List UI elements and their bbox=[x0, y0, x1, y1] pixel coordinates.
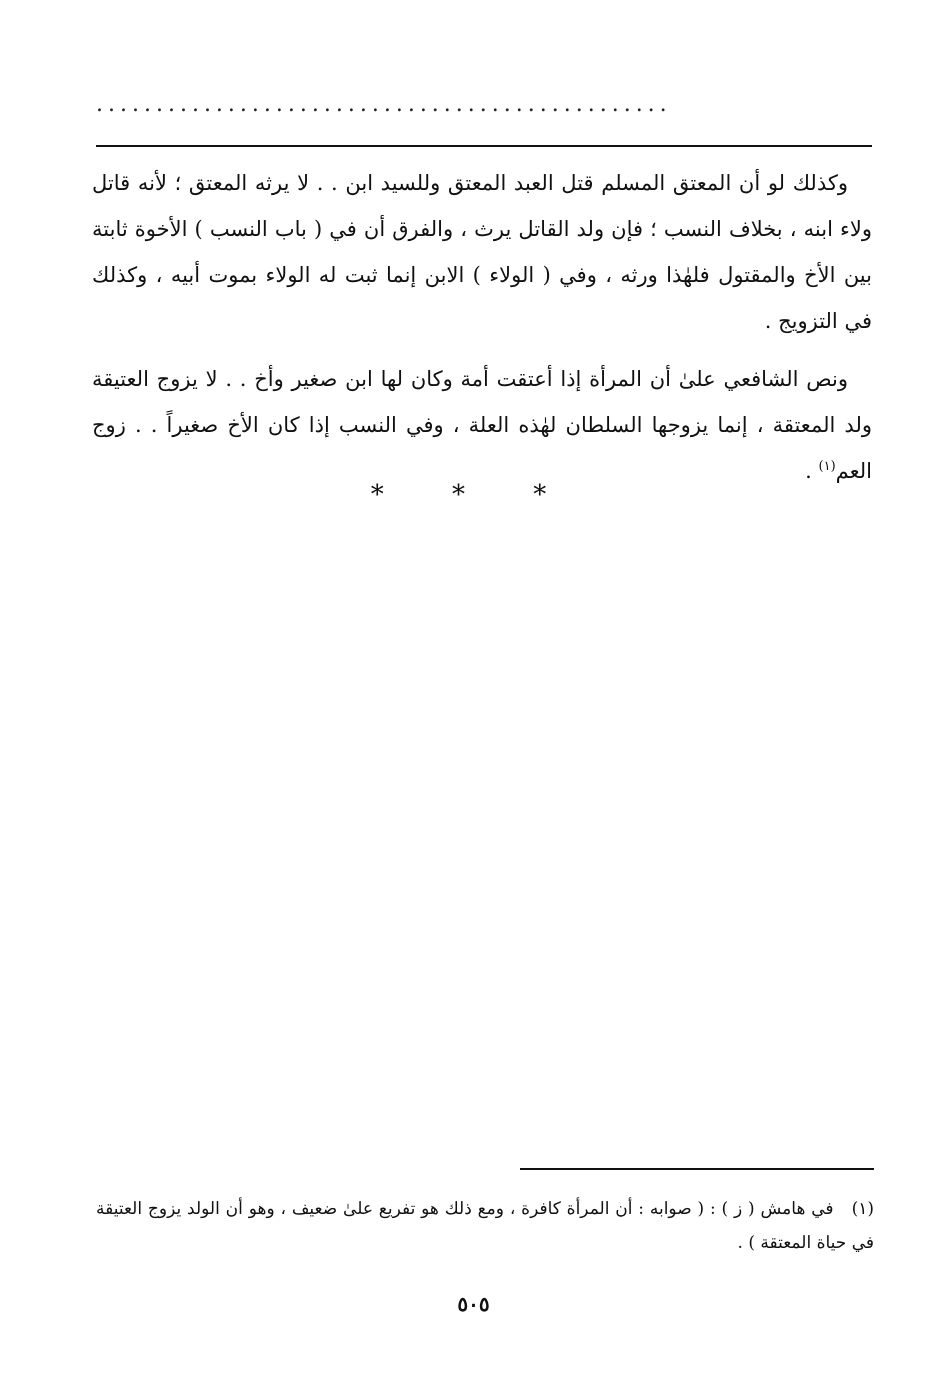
paragraph-1: وكذلك لو أن المعتق المسلم قتل العبد المعتق وللسيد ابن . . لا يرثه المعتق ؛ لأنه قاتل ولاء ابنه ، بخلاف النسب ؛ فإن ولد القاتل يرث ، والفرق أن في ( باب النسب ) الأخوة ثابتة بين الأخ والمقتول فلهٰذا ورثه ، وفي ( الولاء ) الابن إنما ثبت له الولاء بموت أبيه ، وكذلك في التزويج . bbox=[92, 171, 872, 333]
paragraph-2-end: . bbox=[805, 459, 819, 483]
page-number: ٥٠٥ bbox=[457, 1292, 490, 1316]
paragraph-2 bbox=[92, 356, 872, 494]
footnote-text: في هامش ( ز ) : ( صوابه : أن المرأة كافرة ، ومع ذلك هو تفريع علىٰ ضعيف ، وهو أن الولد يزوج العتيقة في حياة المعتقة ) . bbox=[96, 1199, 874, 1253]
footnote-reference[interactable]: (١) bbox=[818, 459, 836, 474]
main-text bbox=[92, 160, 872, 506]
header-dotted-line: ................................................ bbox=[96, 92, 672, 117]
paragraph-2-text: ونص الشافعي علىٰ أن المرأة إذا أعتقت أمة وكان لها ابن صغير وأخ . . لا يزوج العتيقة ولد المعتقة ، إنما يزوجها السلطان لهٰذه العلة ، وفي النسب إذا كان الأخ صغيراً . . زوج العم bbox=[92, 367, 872, 483]
footnote-rule bbox=[520, 1168, 874, 1170]
footnote-number: (١) bbox=[851, 1199, 874, 1219]
section-separator-asterisks: * * * bbox=[370, 480, 577, 510]
header-rule bbox=[96, 145, 872, 147]
footnote bbox=[96, 1192, 874, 1260]
